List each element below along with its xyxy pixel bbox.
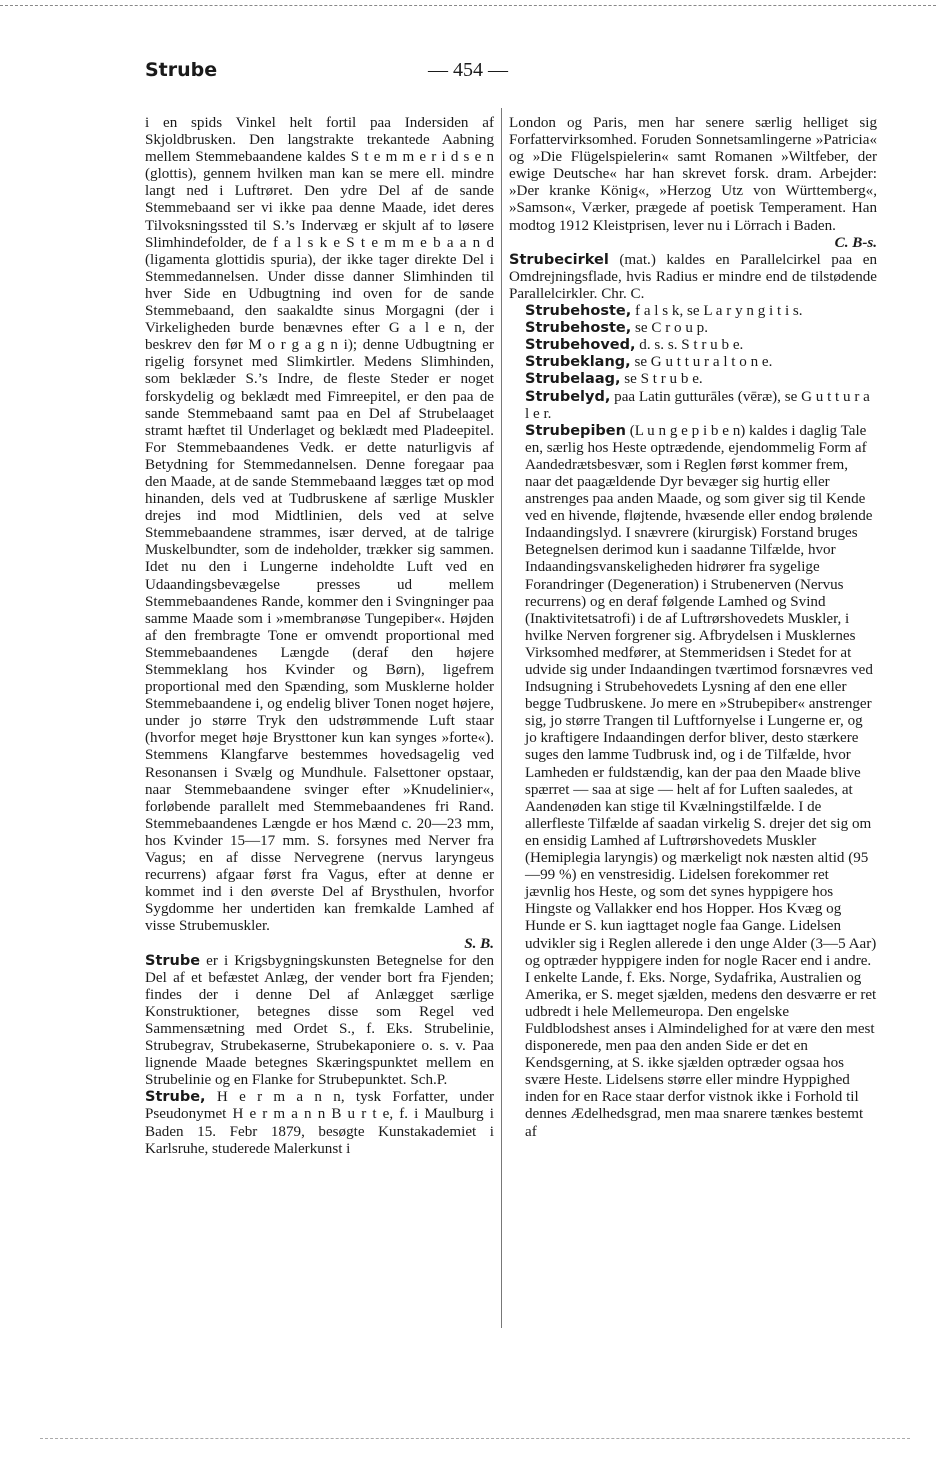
author-signature: S. B. bbox=[464, 935, 494, 952]
left-column bbox=[145, 115, 494, 1158]
top-edge-rule bbox=[0, 5, 936, 6]
entry-strubehoste-falsk bbox=[509, 303, 877, 320]
headword: Strubelaag, bbox=[525, 371, 621, 388]
entry-strubehoste bbox=[509, 320, 877, 337]
entry-strube-hermann bbox=[145, 1089, 494, 1157]
entry-text: se C r o u p. bbox=[631, 320, 708, 337]
entry-strubelyd bbox=[509, 389, 877, 423]
entry-text: paa Latin gutturāles (vēræ), se G u t t u r a l e r. bbox=[525, 388, 870, 422]
entry-strube-hermann-continued: London og Paris, men har senere særlig helliget sig Forfattervirksomhed. Foruden Sonnetsamlingerne »Patricia« og »Die Flügelspielerin« samt Romanen »Wiltfeber, der ewige Deutsche« har han skrevet forsk. dram. Arbejder: »Der kranke König«, »Herzog Utz von Württemberg«, »Samson«, Værker, prægede af poetisk Temperament. Han modtog 1912 Kleistprisen, lever nu i Lörrach i Baden. bbox=[509, 115, 877, 234]
headword: Strubecirkel bbox=[509, 251, 609, 268]
column-divider bbox=[501, 108, 502, 1328]
entry-strubeklang bbox=[509, 354, 877, 371]
page-number: — 454 — bbox=[428, 59, 508, 81]
entry-text: se S t r u b e. bbox=[620, 371, 703, 388]
entry-text: (mat.) kaldes en Parallelcirkel paa en Omdrejningsflade, hvis Radius er mindre end de tilstødende Parallelcirkler. Chr. C. bbox=[509, 251, 877, 302]
entry-text: H e r m a n n, tysk Forfatter, under Pseudonymet H e r m a n n B u r t e, f. i Maulburg i Baden 15. Febr 1879, besøgte Kunstakademiet i Karlsruhe, studerede Malerkunst i bbox=[145, 1089, 494, 1157]
entry-strubepiben bbox=[509, 423, 877, 1141]
entry-strube-anatomy-continued: i en spids Vinkel helt fortil paa Indersiden af Skjoldbrusken. Den langstrakte trekantede Aabning mellem Stemmebaandene kaldes S t e m m e r i d s e n (glottis), gennem hvilken man kan se mere ell. mindre langt ned i Luftrøret. Den ydre Del af de sande Stemmebaand ser vi ikke paa denne Maade, idet deres Tilvoksningssted til S.’s Indervæg er skjult af to løsere Slimhindefolder, de f a l s k e S t e m m e b a a n d (ligamenta glottidis spuria), der ikke tager direkte Del i Stemmedannelsen. Under disse danner Slimhinden til hver Side en Udbugtning ind oven for de sande Stemmebaand, den saakaldte sinus Morgagni (der i Virkeligheden burde benævnes efter G a l e n, der beskrev den før M o r g a g n i); denne Udbugtning er rigelig forsynet med Slimkirtler. Medens Slimhinden, som beklæder S.’s Indre, de fleste Steder er noget forskydelig og beklædt med Fimreepitel, er den paa de sande Stemmebaand samt paa en Del af Strubelaaget stramt hæftet til Underlaget og beklædt med Pladeepitel. For Stemmebaandenes Vedk. er dette naturligvis af Betydning for Stemmedannelsen. Denne foregaar paa den Maade, at de sande Stemmebaand lægges tæt op mod hinanden, dels ved at Tudbruskene af særlige Muskler drejes ind mod Midtlinien, dels ved at selve Stemmebaandene strammes, især derved, at de talrige Muskelbundter, som de indeholder, trækker sig sammen. Idet nu den i Lungerne indeholdte Luft ved en Udaandingsbevægelse presses ud mellem Stemmebaandenes Rande, kommer den i Svingninger paa samme Maade som i »membranøse Tungepiber«. Højden af den frembragte Tone er omvendt proportional med Stemmebaandenes Længde (deraf den højere Stemmeklang hos Kvinder og Børn), ligefrem proportional med den Spænding, som Musklerne holder Stemmebaandene i, og endelig bliver Tonen noget højere, under jo større Tryk den udstrømmende Luft staar (hvorfor meget høje Brysttoner kun kan synges »forte«). Stemmens Klangfarve bestemmes hovedsagelig ved Resonansen i Svælg og Mundhule. Falsettoner opstaar, naar Stemmebaandene svinger efter »Knudelinier«, forløbende parallelt med Stemmebaandenes fri Rand. Stemmebaandenes Længde er hos Mænd c. 20—23 mm, hos Kvinder 15—17 mm. S. forsynes med Nerver fra Vagus; en af disse Nervegrene (nervus laryngeus recurrens) afgaar først fra Vagus, efter at denne er kommet ind i den øverste Del af Brysthulen, hvorfor Sygdomme her undertiden kan fremkalde Lamhed af visse Strubemuskler. bbox=[145, 115, 494, 935]
headword: Strube bbox=[145, 952, 201, 969]
entry-strubelaag bbox=[509, 371, 877, 388]
headword: Strubehoste, bbox=[525, 320, 632, 337]
right-column bbox=[509, 115, 877, 1141]
entry-text: er i Krigsbygningskunsten Betegnelse for den Del af et befæstet Anlæg, der vender bort fra Fjenden; findes der i denne Del af Anlægget særlige Konstruktioner, betegnes disse som Regel ved Sammensætning med Ordet S., f. Eks. Strubelinie, Strubegrav, Strubekaserne, Strubekaponiere o. s. v. Paa lignende Maade betegnes Skæringspunktet mellem en Strubelinie og en Flanke for Strubepunktet. Sch.P. bbox=[145, 952, 494, 1089]
author-signature: C. B-s. bbox=[834, 234, 877, 251]
entry-text: d. s. s. S t r u b e. bbox=[635, 337, 744, 354]
entry-strubehoved bbox=[509, 337, 877, 354]
headword: Strubehoste, bbox=[525, 303, 632, 320]
entry-strubecirkel bbox=[509, 252, 877, 303]
entry-text: se G u t t u r a l t o n e. bbox=[630, 354, 773, 371]
bottom-edge-rule bbox=[40, 1438, 910, 1439]
running-head: Strube bbox=[145, 59, 218, 81]
entry-text: (L u n g e p i b e n) kaldes i daglig Tale en, særlig hos Heste optrædende, ejendommelig Form af Aandedrætsbesvær, som i Reglen først kommer frem, naar det paagældende Dyr bevæger sig hurtig eller anstrenges paa anden Maade, og som giver sig til Kende ved en hivende, fløjtende, hvæsende eller endog brølende Indaandingslyd. I snævrere (kirurgisk) Forstand bruges Betegnelsen derimod kun i saadanne Tilfælde, hvor Indaandingsvanskeligheden hidrører fra sygelige Forandringer (Degeneration) i Strubenerven (Nervus recurrens) og en deraf følgende Lamhed og Svind (Inaktivitetsatrofi) i de af Luftrørshovedets Muskler, i hvilke Nerven forgrener sig. Afbrydelsen i Musklernes Virksomhed medfører, at Stemmeridsen i Stedet for at udvide sig under Indaandingen tværtimod forsnævres ved Indsugning i Strubehovedets Lysning af den ene eller begge Tudbruskene. Jo mere en »Strubepiber« anstrenger sig, jo større Trangen til Luftfornyelse i Lungerne er, og jo kraftigere Indaandingen derfor bliver, desto stærkere suges den lamme Tudbrusk ind, og i de Tilfælde, hvor Lamheden er fuldstændig, kan der paa den Maade blive spærret — saa at sige — helt af for Luften saaledes, at Aandenøden kan stige til Kvælningstilfælde. I de allerfleste Tilfælde af saadan virkelig S. drejer det sig om en ensidig Lamhed af Luftrørshovedets Muskler (Hemiplegia laryngis) og mærkeligt nok næsten altid (95—99 %) en venstresidig. Lidelsen forekommer ret jævnlig hos Heste, og som det synes hyppigere hos Hingste og Vallakker end hos Hopper. Hos Kvæg og Hunde er S. kun iagttaget nogle faa Gange. Lidelsen udvikler sig i Reglen allerede i den unge Alder (3—5 Aar) og optræder hyppigere inden for nogle Racer end i andre. I enkelte Lande, f. Eks. Norge, Sydafrika, Australien og Amerika, er S. meget sjælden, medens den desværre er ret udbredt i hele Mellemeuropa. Den engelske Fuldblodshest anses i Almindelighed for at være den mest disponerede, men paa den anden Side er det en Kendsgerning, at S. ikke sjælden optræder ogsaa hos svære Heste. Lidelsens større eller mindre Hyppighed inden for en Race staar derfor vistnok ikke i Forhold til dennes Ædelhedsgrad, men maa snarere tænkes bestemt af bbox=[525, 422, 877, 1140]
headword: Strubepiben bbox=[525, 422, 626, 439]
entry-strube-fortification bbox=[145, 953, 494, 1090]
headword: Strube, bbox=[145, 1089, 206, 1106]
page-header bbox=[0, 57, 936, 87]
headword: Strubehoved, bbox=[525, 337, 636, 354]
headword: Strubelyd, bbox=[525, 388, 611, 405]
headword: Strubeklang, bbox=[525, 354, 631, 371]
entry-text: f a l s k, se L a r y n g i t i s. bbox=[631, 303, 803, 320]
